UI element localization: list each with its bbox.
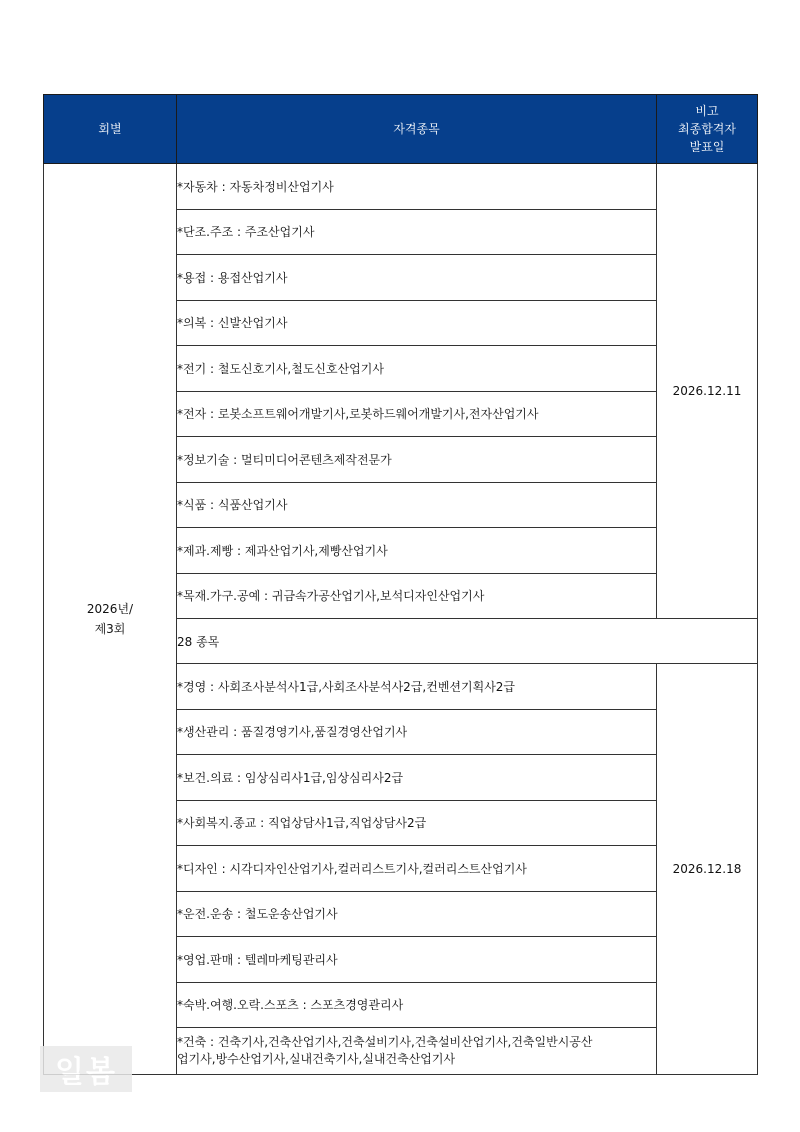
exam-item: *용접 : 용접산업기사	[177, 255, 657, 301]
exam-item: *운전.운송 : 철도운송산업기사	[177, 891, 657, 937]
exam-schedule-table	[43, 94, 758, 1075]
category-count: 28 종목	[177, 619, 758, 664]
exam-item-line1: *건축 : 건축기사,건축산업기사,건축설비기사,건축설비산업기사,건축일반시공산	[177, 1035, 593, 1049]
exam-item: *식품 : 식품산업기사	[177, 482, 657, 528]
exam-item: *디자인 : 시각디자인산업기사,컬러리스트기사,컬러리스트산업기사	[177, 846, 657, 892]
table-header-row	[44, 95, 758, 164]
exam-item-architecture	[177, 1028, 657, 1075]
exam-item: *자동차 : 자동차정비산업기사	[177, 164, 657, 210]
exam-item-line2: 업기사,방수산업기사,실내건축기사,실내건축산업기사	[177, 1052, 456, 1066]
exam-item: *의복 : 신발산업기사	[177, 300, 657, 346]
exam-item: *전자 : 로봇소프트웨어개발기사,로봇하드웨어개발기사,전자산업기사	[177, 391, 657, 437]
exam-item: *영업.판매 : 텔레마케팅관리사	[177, 937, 657, 983]
round-number: 제3회	[94, 622, 126, 636]
header-round: 회별	[44, 95, 177, 164]
exam-item: *전기 : 철도신호기사,철도신호산업기사	[177, 346, 657, 392]
exam-item: *숙박.여행.오락.스포츠 : 스포츠경영관리사	[177, 982, 657, 1028]
exam-item: *경영 : 사회조사분석사1급,사회조사분석사2급,컨벤션기획사2급	[177, 664, 657, 710]
exam-item: *목재.가구.공예 : 귀금속가공산업기사,보석디자인산업기사	[177, 573, 657, 619]
exam-item: *단조.주조 : 주조산업기사	[177, 209, 657, 255]
exam-item: *정보기술 : 멀티미디어콘텐츠제작전문가	[177, 437, 657, 483]
header-note	[657, 95, 758, 164]
header-note-line1: 비고	[695, 104, 719, 118]
header-note-line3: 발표일	[689, 140, 725, 154]
header-category: 자격종목	[177, 95, 657, 164]
table-row	[44, 164, 758, 210]
announce-date-2: 2026.12.18	[657, 664, 758, 1075]
exam-item: *사회복지.종교 : 직업상담사1급,직업상담사2급	[177, 800, 657, 846]
round-cell	[44, 164, 177, 1075]
round-year: 2026년/	[86, 602, 134, 616]
exam-item: *생산관리 : 품질경영기사,품질경영산업기사	[177, 709, 657, 755]
announce-date-1: 2026.12.11	[657, 164, 758, 619]
exam-item: *보건.의료 : 임상심리사1급,임상심리사2급	[177, 755, 657, 801]
watermark-logo: 일봄	[40, 1046, 132, 1092]
exam-item: *제과.제빵 : 제과산업기사,제빵산업기사	[177, 528, 657, 574]
header-note-line2: 최종합격자	[678, 122, 736, 136]
